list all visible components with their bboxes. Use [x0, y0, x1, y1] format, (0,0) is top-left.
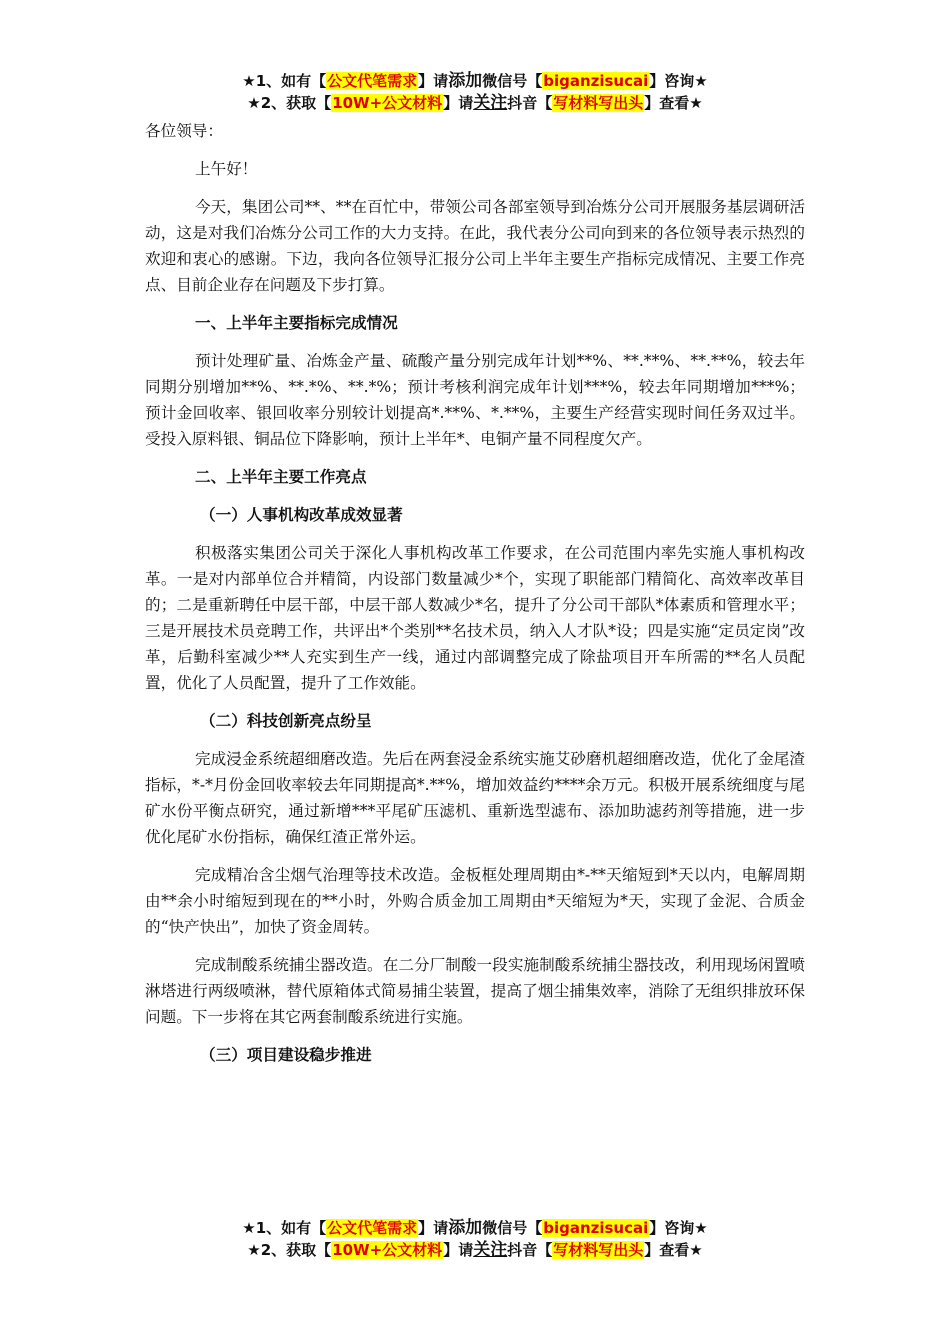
- paragraph: 完成精冶含尘烟气治理等技术改造。金板框处理周期由*-**天缩短到*天以内，电解周期由**余小时缩短到现在的**小时，外购合质金加工周期由*天缩短为*天，实现了金泥、合质金的“快产快出”，加快了资金周转。: [145, 866, 805, 936]
- banner-text: 】咨询★: [649, 1219, 708, 1237]
- section-heading: 二、上半年主要工作亮点: [195, 468, 367, 486]
- salutation: 各位领导：: [145, 122, 223, 140]
- banner-douyin-name: 写材料写出头: [553, 1241, 644, 1259]
- banner-line-2: [0, 1239, 950, 1261]
- banner-text: 微信号【: [482, 72, 543, 90]
- banner-wechat-id: biganzisucai: [543, 72, 649, 90]
- header-banner: [0, 70, 950, 114]
- paragraph: 积极落实集团公司关于深化人事机构改革工作要求，在公司范围内率先实施人事机构改革。一是对内部单位合并精简，内设部门数量减少*个，实现了职能部门精简化、高效率改革目的；二是重新聘任中层干部，中层干部人数减少*名，提升了分公司干部队*体素质和管理水平；三是开展技术员竞聘工作，共评出*个类别**名技术员，纳入人才队*设；四是实施“定员定岗”改革，后勤科室减少**人充实到生产一线，通过内部调整完成了除盐项目开车所需的**名人员配置，优化了人员配置，提升了工作效能。: [145, 544, 805, 692]
- banner-text: 抖音【: [507, 94, 553, 112]
- banner-text: 添加: [448, 71, 483, 91]
- banner-highlight: 公文代笔需求: [327, 72, 418, 90]
- section-heading: 一、上半年主要指标完成情况: [195, 314, 398, 332]
- banner-text: 微信号【: [482, 1219, 543, 1237]
- banner-text: 关注: [473, 93, 508, 113]
- banner-text: 】请: [443, 94, 474, 112]
- banner-highlight: 公文代笔需求: [327, 1219, 418, 1237]
- greeting: 上午好！: [195, 160, 258, 178]
- banner-text: 】请: [443, 1241, 474, 1259]
- intro-paragraph: 今天，集团公司**、**在百忙中，带领公司各部室领导到冶炼分公司开展服务基层调研活动，这是对我们冶炼分公司工作的大力支持。在此，我代表分公司向到来的各位领导表示热烈的欢迎和衷心的感谢。下边，我向各位领导汇报分公司上半年主要生产指标完成情况、主要工作亮点、目前企业存在问题及下步打算。: [145, 198, 805, 294]
- banner-text: 】请: [418, 72, 449, 90]
- banner-text: 添加: [448, 1218, 483, 1238]
- banner-line-1: [0, 70, 950, 92]
- banner-text: 】查看★: [644, 94, 703, 112]
- subsection-heading: （二）科技创新亮点纷呈: [200, 712, 372, 730]
- document-body: [145, 118, 805, 1068]
- paragraph: 预计处理矿量、冶炼金产量、硫酸产量分别完成年计划**%、**.**%、**.**%，较去年同期分别增加**%、**.*%、**.*%；预计考核利润完成年计划***%，较去年同期增加***%；预计金回收率、银回收率分别较计划提高*.**%、*.**%，主要生产经营实现时间任务双过半。受投入原料银、铜品位下降影响，预计上半年*、电铜产量不同程度欠产。: [145, 352, 805, 448]
- banner-line-2: [0, 92, 950, 114]
- banner-highlight: 10W+公文材料: [332, 94, 443, 112]
- banner-text: 】请: [418, 1219, 449, 1237]
- banner-text: ★2、获取【: [247, 1241, 332, 1259]
- subsection-heading: （一）人事机构改革成效显著: [200, 506, 403, 524]
- banner-douyin-name: 写材料写出头: [553, 94, 644, 112]
- banner-text: 抖音【: [507, 1241, 553, 1259]
- banner-wechat-id: biganzisucai: [543, 1219, 649, 1237]
- footer-banner: [0, 1217, 950, 1261]
- banner-line-1: [0, 1217, 950, 1239]
- paragraph: 完成浸金系统超细磨改造。先后在两套浸金系统实施艾砂磨机超细磨改造，优化了金尾渣指标，*-*月份金回收率较去年同期提高*.**%，增加效益约****余万元。积极开展系统细度与尾矿水份平衡点研究，通过新增***平尾矿压滤机、重新选型滤布、添加助滤药剂等措施，进一步优化尾矿水份指标，确保红渣正常外运。: [145, 750, 805, 846]
- banner-text: ★1、如有【: [242, 72, 327, 90]
- banner-text: 】查看★: [644, 1241, 703, 1259]
- subsection-heading: （三）项目建设稳步推进: [200, 1046, 372, 1064]
- paragraph: 完成制酸系统捕尘器改造。在二分厂制酸一段实施制酸系统捕尘器技改，利用现场闲置喷淋塔进行两级喷淋，替代原箱体式简易捕尘装置，提高了烟尘捕集效率，消除了无组织排放环保问题。下一步将在其它两套制酸系统进行实施。: [145, 956, 805, 1026]
- banner-text: ★2、获取【: [247, 94, 332, 112]
- banner-text: 】咨询★: [649, 72, 708, 90]
- banner-text: ★1、如有【: [242, 1219, 327, 1237]
- banner-text: 关注: [473, 1240, 508, 1260]
- banner-highlight: 10W+公文材料: [332, 1241, 443, 1259]
